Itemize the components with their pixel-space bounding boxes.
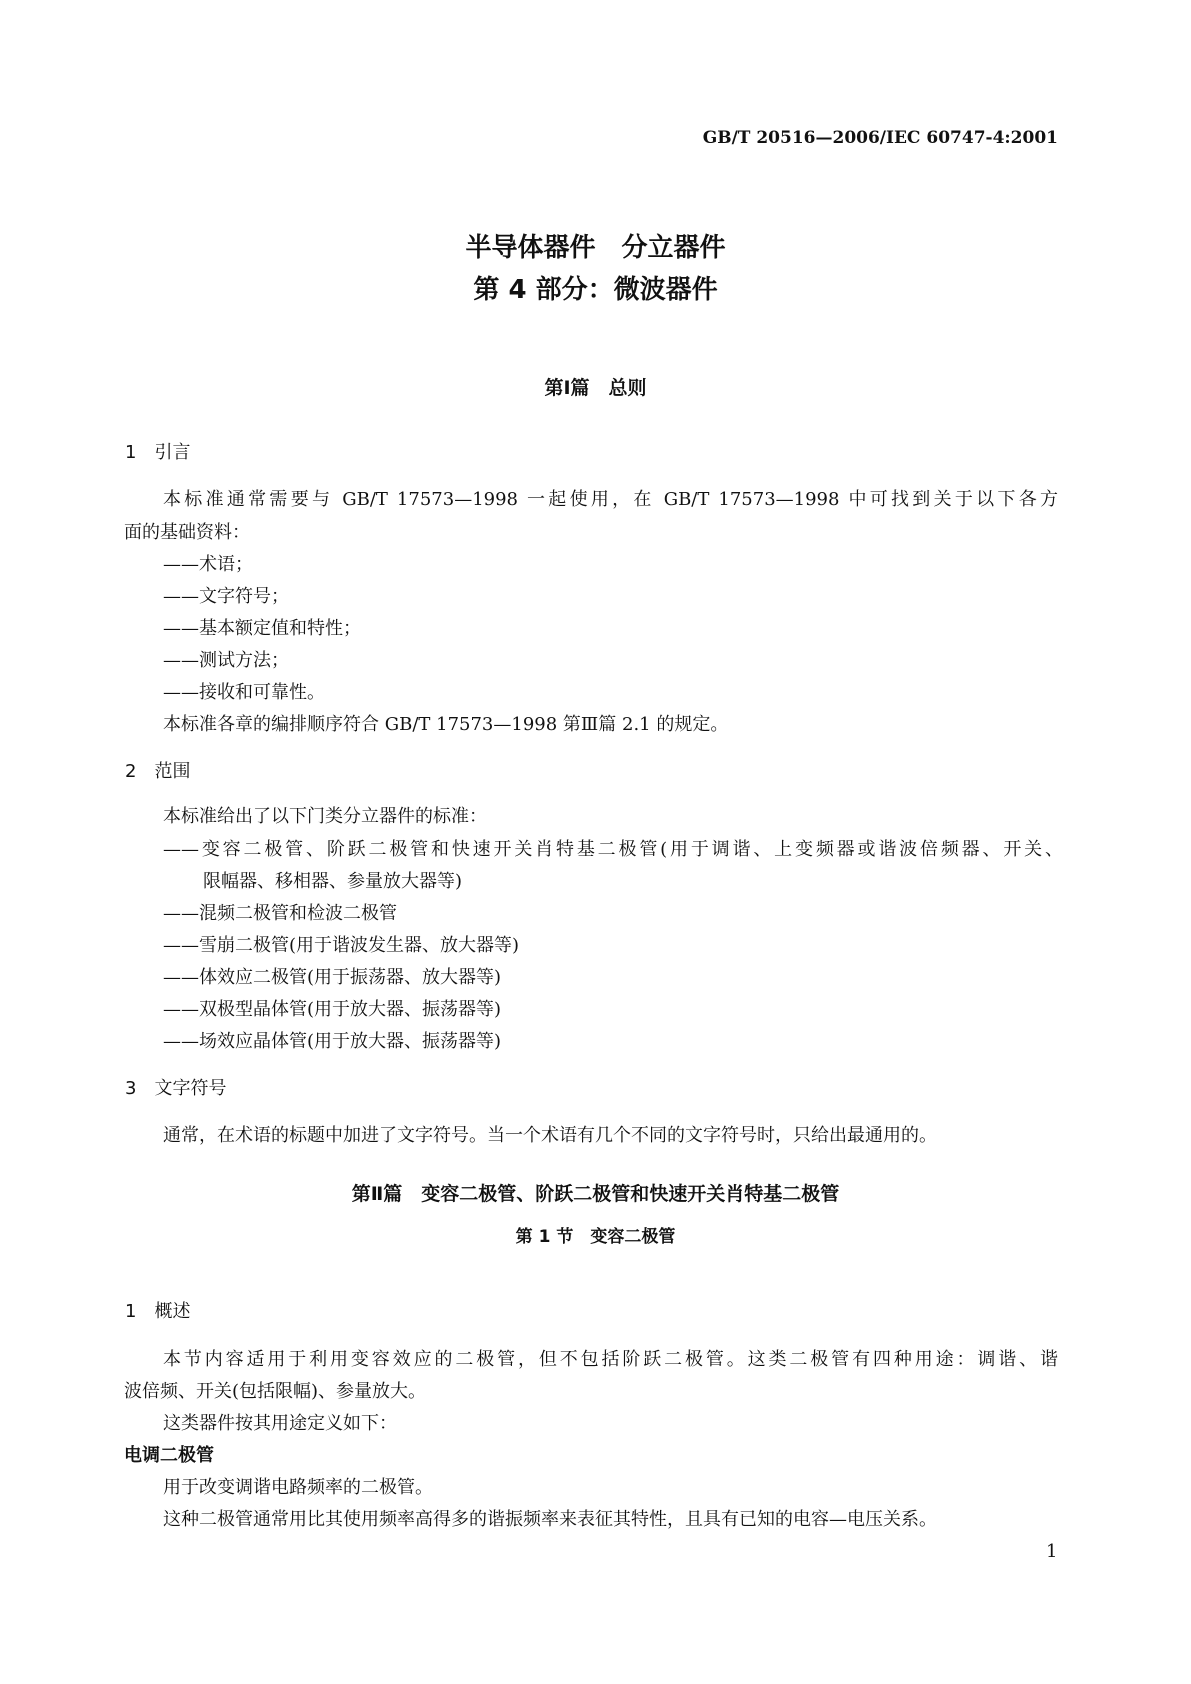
definition: 这种二极管通常用比其使用频率高得多的谐振频率来表征其特性，且具有已知的电容—电压关系。 (163, 1509, 937, 1530)
sec3-heading: 3 文字符号 (125, 1078, 227, 1099)
paragraph: 本标准通常需要与 GB/T 17573—1998 一起使用，在 GB/T 17573—1998 中可找到关于以下各方 (163, 489, 1058, 510)
paragraph: 本标准各章的编排顺序符合 GB/T 17573—1998 第Ⅲ篇 2.1 的规定。 (163, 714, 729, 735)
title-line-2: 第 4 部分：微波器件 (473, 275, 718, 305)
sec1-heading: 1 引言 (125, 442, 191, 463)
term-heading: 电调二极管 (124, 1445, 214, 1466)
paragraph: 本节内容适用于利用变容效应的二极管，但不包括阶跃二极管。这类二极管有四种用途：调谐、谐 (163, 1349, 1058, 1370)
title-line-1: 半导体器件 分立器件 (465, 233, 726, 263)
list-item: ——文字符号； (163, 586, 289, 607)
page-number: 1 (1046, 1541, 1058, 1562)
list-item-continuation: 限幅器、移相器、参量放大器等) (203, 871, 463, 892)
list-item: ——体效应二极管(用于振荡器、放大器等) (163, 967, 502, 988)
paragraph: 这类器件按其用途定义如下： (163, 1413, 397, 1434)
paragraph: 面的基础资料： (124, 522, 250, 543)
definition: 用于改变调谐电路频率的二极管。 (163, 1477, 433, 1498)
list-item: ——接收和可靠性。 (163, 682, 325, 703)
list-item: ——双极型晶体管(用于放大器、振荡器等) (163, 999, 502, 1020)
list-item: ——雪崩二极管(用于谐波发生器、放大器等) (163, 935, 520, 956)
paragraph: 波倍频、开关(包括限幅)、参量放大。 (124, 1381, 427, 1402)
part2-heading: 第Ⅱ篇 变容二极管、阶跃二极管和快速开关肖特基二极管 (351, 1183, 840, 1205)
list-item: ——术语； (163, 554, 253, 575)
section-heading: 第 1 节 变容二极管 (515, 1227, 676, 1247)
list-item: ——场效应晶体管(用于放大器、振荡器等) (163, 1031, 502, 1052)
paragraph: 本标准给出了以下门类分立器件的标准： (163, 806, 487, 827)
overview-heading: 1 概述 (125, 1301, 191, 1322)
sec2-heading: 2 范围 (125, 761, 191, 782)
list-item: ——基本额定值和特性； (163, 618, 361, 639)
standard-code: GB/T 20516—2006/IEC 60747-4:2001 (702, 128, 1058, 148)
paragraph: 通常，在术语的标题中加进了文字符号。当一个术语有几个不同的文字符号时，只给出最通用的。 (163, 1125, 937, 1146)
list-item: ——变容二极管、阶跃二极管和快速开关肖特基二极管(用于调谐、上变频器或谐波倍频器、开关、 (163, 839, 1063, 860)
part1-heading: 第Ⅰ篇 总则 (544, 377, 647, 399)
list-item: ——混频二极管和检波二极管 (163, 903, 397, 924)
list-item: ——测试方法； (163, 650, 289, 671)
